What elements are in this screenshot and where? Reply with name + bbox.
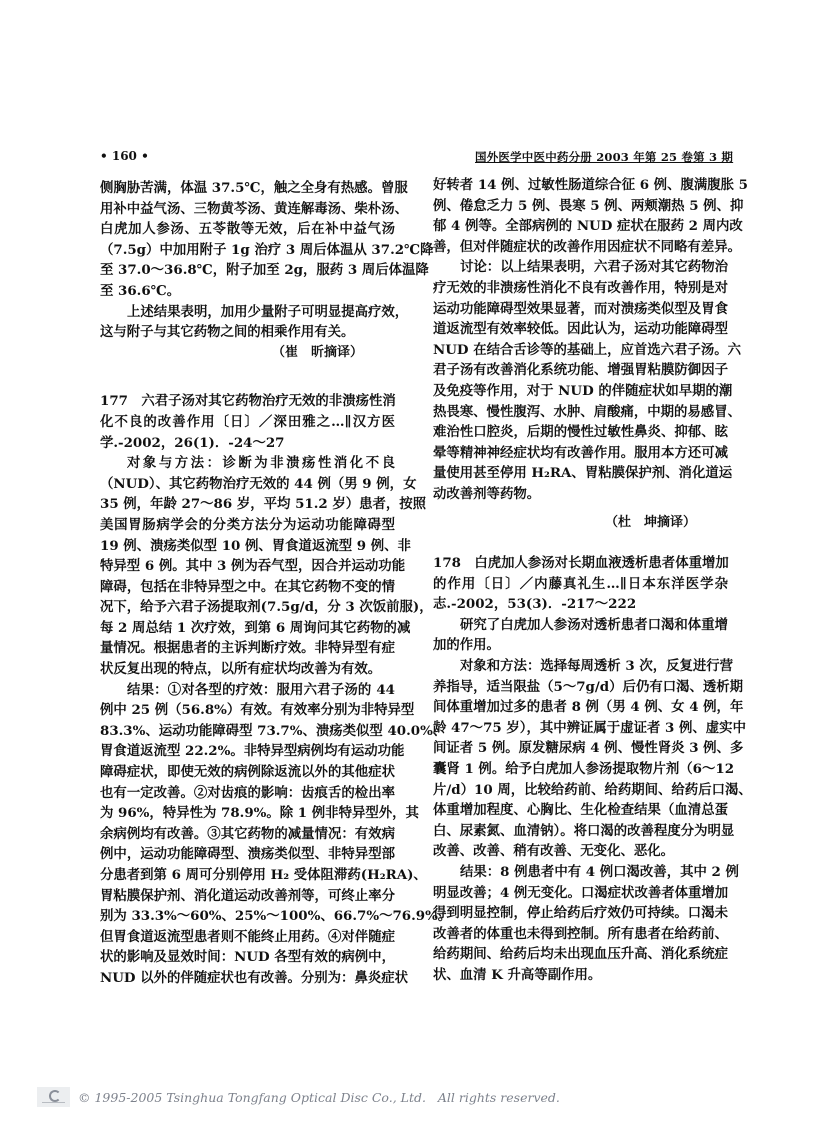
- translator-credit: （崔 昕摘译）: [271, 344, 363, 360]
- paragraph: [433, 656, 752, 862]
- text-line: 得到明显控制，停止给药后疗效仍可持续。口渴未: [433, 905, 728, 922]
- text-line: 状的影响及显效时间：NUD 各型有效的病例中，: [100, 949, 395, 966]
- text-line: 运动功能障碍型效果显著，而对溃疡类似型及胃食: [433, 300, 728, 317]
- paragraph: [100, 302, 409, 343]
- paragraph: [433, 175, 748, 257]
- text-line: 难治性口腔炎，后期的慢性过敏性鼻炎、抑郁、眩: [433, 424, 728, 441]
- text-line: 动改善剂等药物。: [433, 485, 541, 502]
- text-line: 道返流型有效率较低。因此认为，运动功能障碍型: [433, 321, 728, 338]
- text-line: 178 白虎加人参汤对长期血液透析患者体重增加: [433, 555, 729, 572]
- text-line: 学.-2002，26(1)．-24～27: [100, 434, 285, 451]
- text-line: 83.3%、运动功能障碍型 73.7%、溃疡类似型 40.0%、: [100, 722, 447, 739]
- article-title: [100, 391, 395, 453]
- text-line: 每 2 周总结 1 次疗效，到第 6 周询问其它药物的减: [100, 619, 411, 636]
- text-line: 白、尿素氮、血清钠）。将口渴的改善程度分为明显: [433, 822, 735, 839]
- copyright-notice: © 1995-2005 Tsinghua Tongfang Optical Disc Co., Ltd. All rights reserved.: [78, 1089, 560, 1105]
- article-title: [433, 553, 728, 615]
- paragraph: [433, 862, 739, 986]
- text-line: 龄 47～75 岁），其中辨证属于虚证者 3 例、虚实中: [433, 719, 746, 736]
- right-column: [433, 175, 752, 986]
- text-line: 加的作用。: [433, 637, 500, 654]
- text-line: 胃粘膜保护剂、消化道运动改善剂等，可终止率分: [100, 887, 395, 904]
- text-line: 志.-2002，53(3)．-217～222: [433, 596, 637, 613]
- text-line: 善，但对伴随症状的改善作用因症状不同略有差异。: [433, 238, 741, 255]
- text-line: 结果：8 例患者中有 4 例口渴改善，其中 2 例: [460, 864, 739, 880]
- text-line: 至 37.0～36.8℃，附子加至 2g，服药 3 周后体温降: [100, 262, 429, 279]
- text-line: 美国胃肠病学会的分类方法分为运动功能障碍型: [100, 516, 395, 533]
- text-line: 侧胸胁苦满，体温 37.5℃，触之全身有热感。曾服: [100, 180, 408, 196]
- text-line: 分患者到第 6 周可分别停用 H₂ 受体阻滞药(H₂RA)、: [100, 867, 427, 883]
- text-line: 障碍症状，即使无效的病例除返流以外的其他症状: [100, 764, 395, 781]
- text-line: 好转者 14 例、过敏性肠道综合征 6 例、腹满腹胀 5: [433, 177, 748, 193]
- text-line: 例中，运动功能障碍型、溃疡类似型、非特异型部: [100, 846, 395, 863]
- text-line: 君子汤有改善消化系统功能、增强胃粘膜防御因子: [433, 362, 728, 379]
- footer: [37, 1087, 560, 1107]
- text-line: 19 例、溃疡类似型 10 例、胃食道返流型 9 例、非: [100, 537, 411, 554]
- text-line: 晕等精神神经症状均有改善作用。服用本方还可减: [433, 444, 728, 461]
- text-line: 白虎加人参汤、五苓散等无效，后在补中益气汤: [100, 221, 395, 238]
- text-line: 改善、改善、稍有改善、无变化、恶化。: [433, 843, 675, 860]
- text-line: NUD 以外的伴随症状也有改善。分别为：鼻炎症状: [100, 969, 409, 986]
- text-line: 养指导，适当限盐（5～7g/d）后仍有口渴、透析期: [433, 678, 744, 695]
- text-line: 177 六君子汤对其它药物治疗无效的非溃疡性消: [100, 393, 396, 410]
- text-line: 疗无效的非溃疡性消化不良有改善作用，特别是对: [433, 279, 728, 296]
- text-line: 给药期间、给药后均未出现血压升高、消化系统症: [433, 946, 728, 963]
- text-line: 结果：①对各型的疗效：服用六君子汤的 44: [127, 681, 395, 698]
- text-line: 胃食道返流型 22.2%。非特异型病例均有运动功能: [100, 743, 405, 760]
- text-line: 及免疫等作用，对于 NUD 的伴随症状如早期的潮: [433, 382, 733, 399]
- publisher-logo-icon: [37, 1087, 70, 1107]
- text-line: 研究了白虎加人参汤对透析患者口渴和体重增: [460, 616, 728, 633]
- text-line: 量使用甚至停用 H₂RA、胃粘膜保护剂、消化道运: [433, 465, 733, 482]
- text-line: 这与附子与其它药物之间的相乘作用有关。: [100, 324, 355, 341]
- text-line: 对象与方法：诊断为非溃疡性消化不良: [127, 455, 395, 472]
- text-line: 片/d）10 周，比较给药前、给药期间、给药后口渴、: [433, 781, 752, 798]
- text-line: 热畏寒、慢性腹泻、水肿、肩酸痛，中期的易感冒、: [433, 403, 741, 420]
- text-line: 特异型 6 例。其中 3 例为吞气型，因合并运动功能: [100, 558, 406, 575]
- paragraph: [100, 680, 452, 989]
- paragraph: [100, 178, 434, 302]
- text-line: 障碍，包括在非特异型之中。在其它药物不变的情: [100, 578, 395, 595]
- text-line: 量情况。根据患者的主诉判断疗效。非特异型有症: [100, 640, 395, 657]
- paragraph: [433, 615, 728, 656]
- paragraph: [100, 453, 433, 680]
- text-line: 例中 25 例（56.8%）有效。有效率分别为非特异型: [100, 702, 415, 719]
- text-line: 间证者 5 例。原发糖尿病 4 例、慢性肾炎 3 例、多: [433, 740, 744, 757]
- text-line: 明显改善；4 例无变化。口渴症状改善者体重增加: [433, 884, 729, 901]
- left-column: [100, 178, 452, 989]
- text-line: 改善者的体重也未得到控制。所有患者在给药前、: [433, 925, 728, 942]
- text-line: 的作用〔日〕／内藤真礼生…∥日本东洋医学杂: [433, 575, 728, 592]
- text-line: 化不良的改善作用〔日〕／深田雅之…∥汉方医: [100, 413, 395, 430]
- text-line: NUD 在结合舌诊等的基础上，应首选六君子汤。六: [433, 341, 742, 358]
- text-line: 讨论：以上结果表明，六君子汤对其它药物治: [460, 259, 728, 276]
- text-line: 况下，给予六君子汤提取剂(7.5g/d，分 3 次饭前服)，: [100, 599, 433, 616]
- text-line: 但胃食道返流型患者则不能终止用药。④对伴随症: [100, 928, 395, 945]
- text-line: （NUD）、其它药物治疗无效的 44 例（男 9 例，女: [100, 475, 417, 492]
- text-line: 例、倦怠乏力 5 例、畏寒 5 例、两颊潮热 5 例、抑: [433, 197, 744, 214]
- text-line: 状反复出现的特点，以所有症状均改善为有效。: [100, 661, 382, 678]
- text-line: 用补中益气汤、三物黄芩汤、黄连解毒汤、柴朴汤、: [100, 200, 408, 217]
- page-number: • 160 •: [100, 149, 149, 163]
- text-line: 为 96%，特异性为 78.9%。除 1 例非特异型外，其: [100, 805, 419, 822]
- running-head: 国外医学中医中药分册 2003 年第 25 卷第 3 期: [475, 150, 734, 164]
- text-line: 至 36.6℃。: [100, 282, 181, 299]
- text-line: 也有一定改善。②对齿痕的影响：齿痕舌的检出率: [100, 784, 395, 801]
- text-line: 体重增加程度、心胸比、生化检查结果（血清总蛋: [433, 802, 728, 819]
- translator-credit: （杜 坤摘译）: [604, 514, 696, 530]
- text-line: 余病例均有改善。③其它药物的减量情况：有效病: [100, 825, 395, 842]
- text-line: 35 例，年龄 27～86 岁，平均 51.2 岁）患者，按照: [100, 496, 427, 513]
- text-line: 状、血清 K 升高等副作用。: [433, 966, 602, 983]
- text-line: 囊肾 1 例。给予白虎加人参汤提取物片剂（6～12: [433, 761, 735, 778]
- text-line: 间体重增加过多的患者 8 例（男 4 例、女 4 例，年: [433, 699, 744, 716]
- text-line: 别为 33.3%～60%、25%～100%、66.7%～76.9%。: [100, 908, 452, 925]
- text-line: （7.5g）中加用附子 1g 治疗 3 周后体温从 37.2℃降: [100, 241, 434, 258]
- text-line: 郁 4 例等。全部病例的 NUD 症状在服药 2 周内改: [433, 218, 743, 235]
- paragraph: [433, 257, 742, 504]
- text-line: 上述结果表明，加用少量附子可明显提高疗效，: [127, 303, 409, 320]
- text-line: 对象和方法：选择每周透析 3 次，反复进行营: [460, 658, 734, 675]
